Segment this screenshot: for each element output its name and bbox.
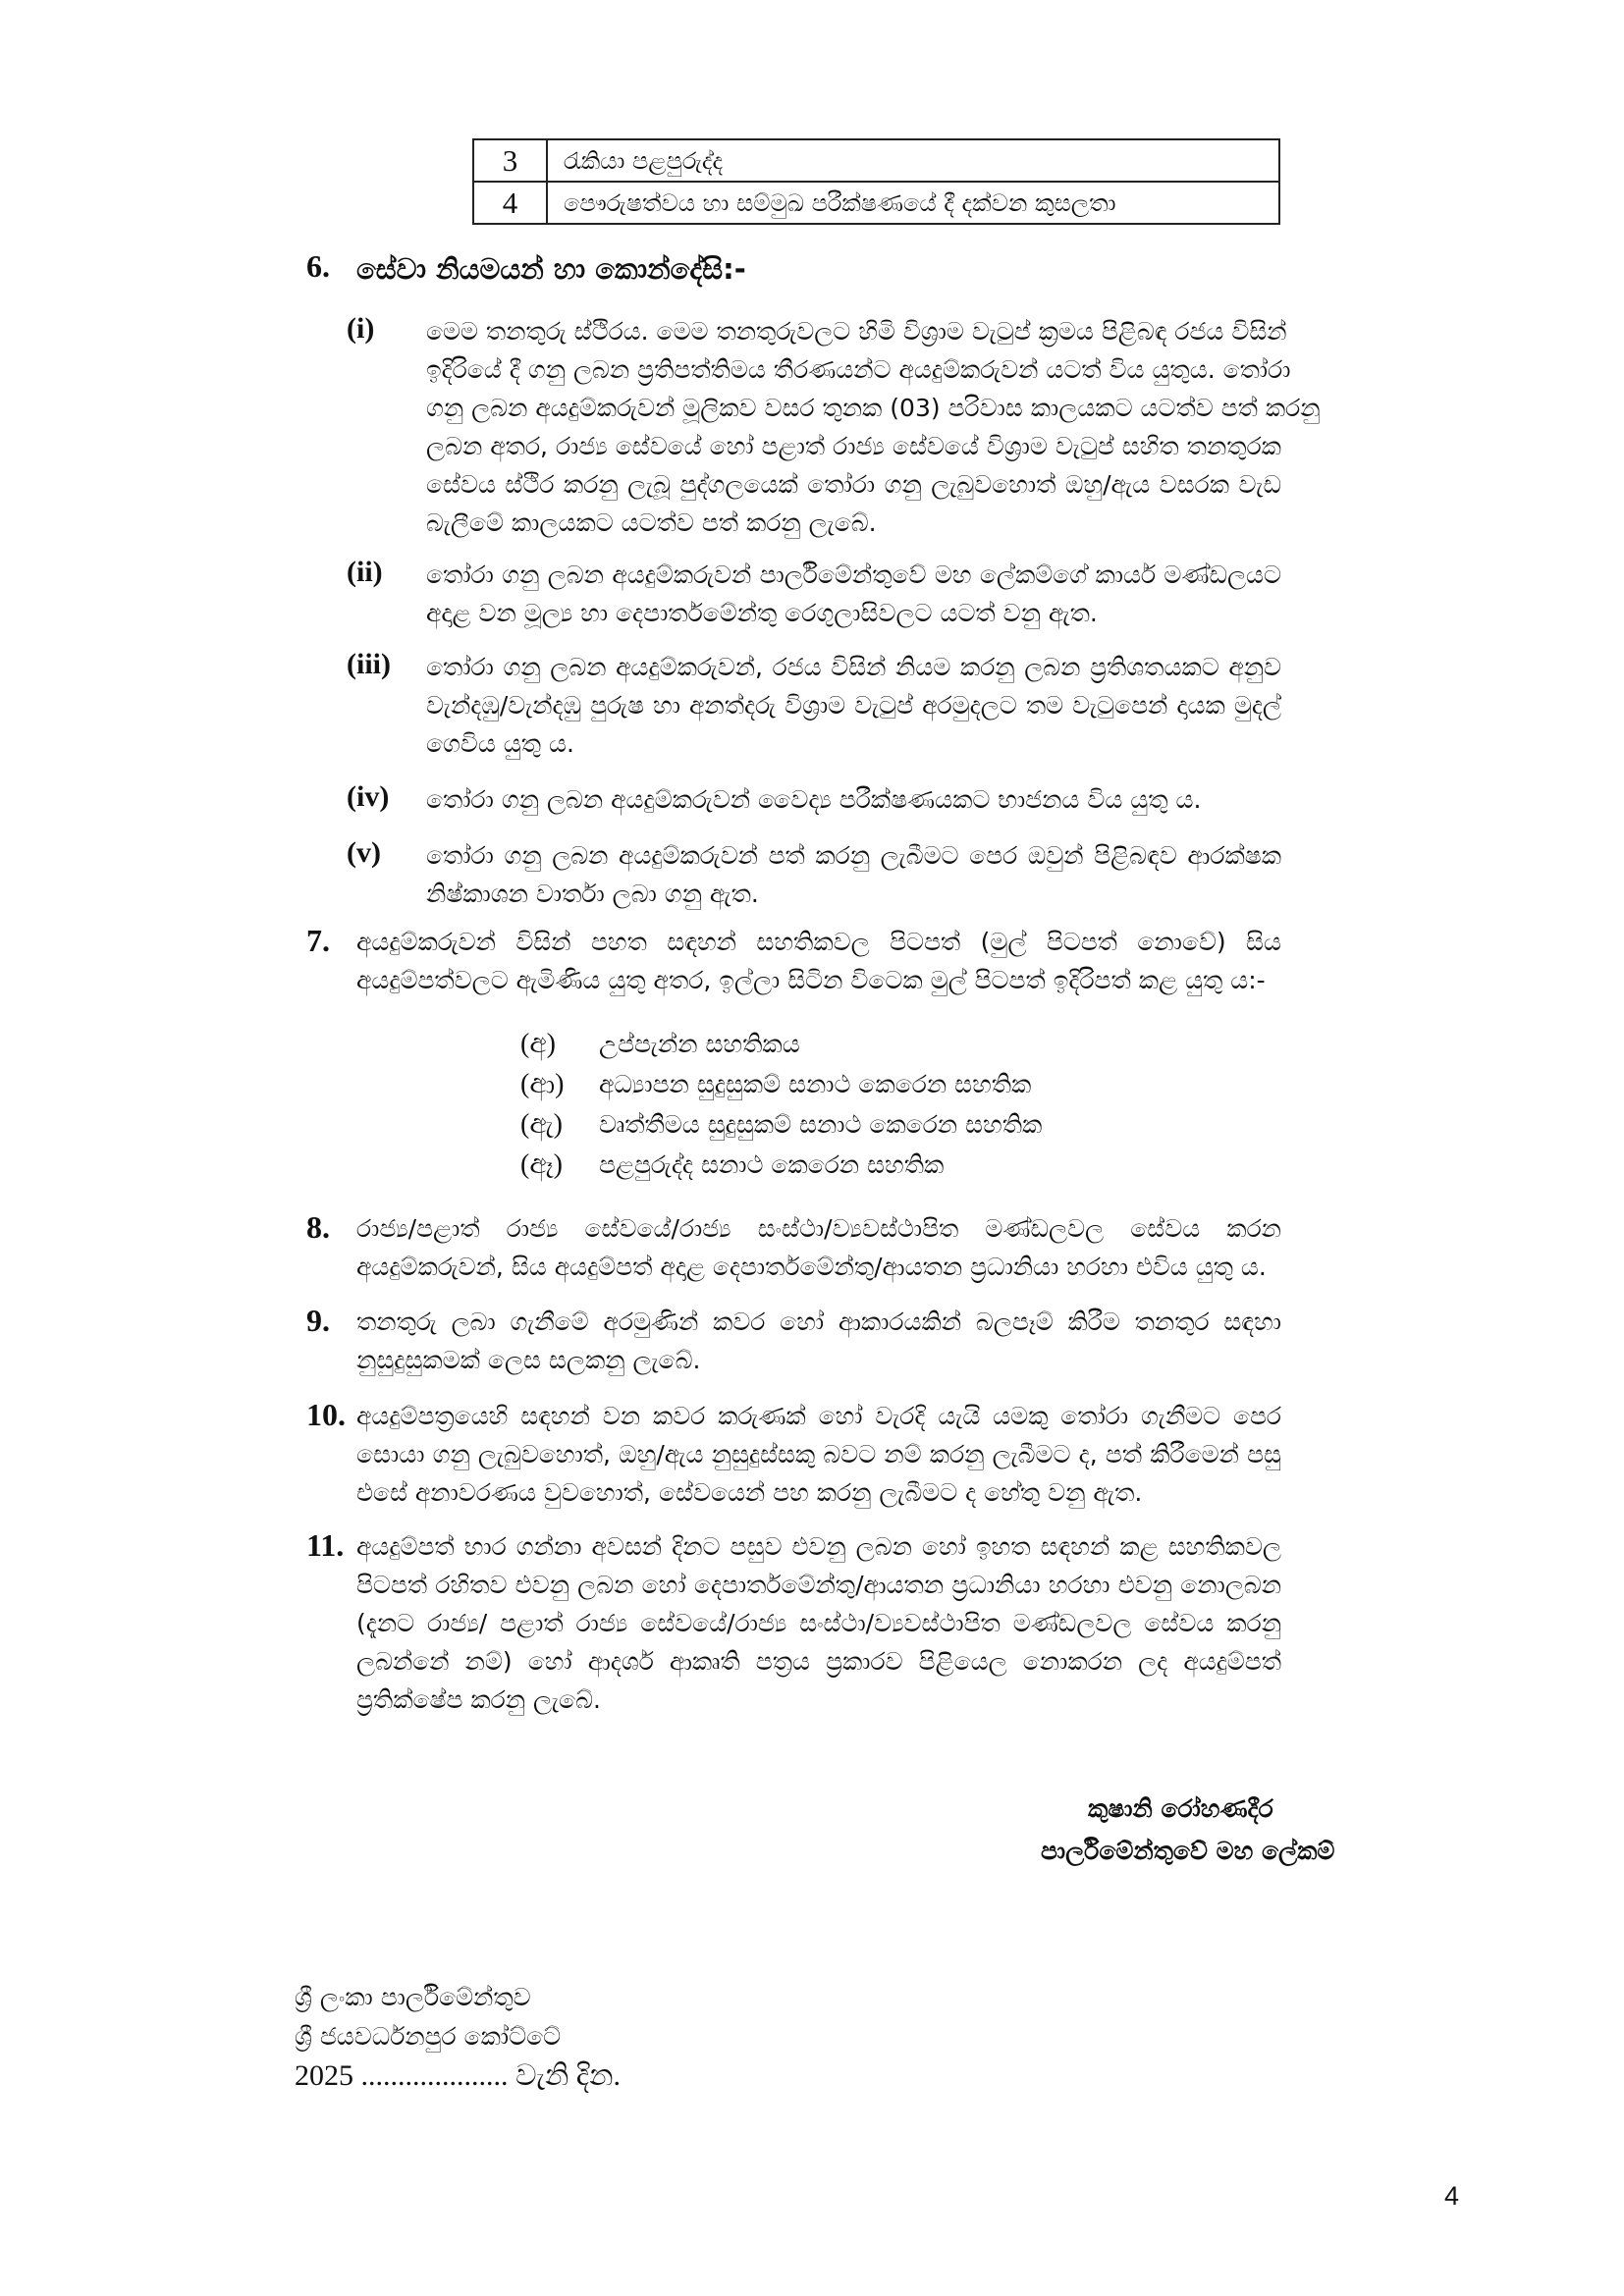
section-9-number: 9.	[306, 1303, 330, 1338]
list-item-text: වෘත්තීමය සුදුසුකම් සනාථ කෙරෙන සහතික	[599, 1110, 1043, 1139]
text-line: අයදුම්කරුවන්, සිය අයදුම්පත් අදාළ දෙපාර්තමේන්තු/ආයතන ප්‍රධානියා හරහා එවිය යුතු ය.	[356, 1253, 1267, 1281]
text-line: බැලීමේ කාලයකට යටත්ව පත් කරනු ලැබේ.	[426, 508, 877, 537]
section-8-number: 8.	[306, 1209, 330, 1245]
section-6-item-ii	[426, 556, 1281, 632]
table-cell-text: පෞරුෂත්වය හා සම්මුඛ පරීක්ෂණයේ දී දක්වන කුසලතා	[547, 182, 1279, 224]
address-line-2: ශ්‍රී ජයවර්ධනපුර කෝට්ටේ	[295, 2022, 562, 2051]
signatory-name: කුෂානි රෝහණදීර	[1088, 1794, 1273, 1823]
list-item	[520, 1029, 800, 1060]
section-6-item-iv	[426, 780, 1281, 819]
text-line: ලබන්නේ නම්) හෝ ආදර්ශ ආකෘති පත්‍රය ප්‍රකාරව පිළියෙල නොකරන ලද අයදුම්පත්	[356, 1647, 1281, 1676]
text-line: තෝරා ගනු ලබන අයදුම්කරුවන්, රජය විසින් නියම කරනු ලබන ප්‍රතිශතයකට අනුව	[426, 653, 1281, 681]
table-row	[473, 182, 1279, 224]
text-line: නුසුදුසුකමක් ලෙස සලකනු ලැබේ.	[356, 1346, 701, 1374]
list-item	[520, 1069, 1031, 1100]
text-line: සේවය ස්ථිර කරනු ලැබූ පුද්ගලයෙක් තෝරා ගනු ලැබුවහොත් ඔහු/ඇය වසරක වැඩ	[426, 470, 1281, 499]
section-7-text	[356, 923, 1281, 999]
page-number: 4	[1444, 2181, 1460, 2211]
text-line: පිටපත් රහිතව එවනු ලබන හෝ දෙපාර්තමේන්තු/ආයතන ප්‍රධානියා හරහා එවනු නොලබන	[356, 1571, 1281, 1599]
section-8-text	[356, 1209, 1281, 1286]
list-item	[520, 1109, 1042, 1141]
text-line: අයදුම්පත්වලට ඇමිණිය යුතු අතර, ඉල්ලා සිටින විටෙක මුල් පිටපත් ඉදිරිපත් කළ යුතු ය:-	[356, 966, 1266, 994]
section-7-number: 7.	[306, 923, 330, 958]
text-line: අයදුම්කරුවන් විසින් පහත සඳහන් සහතිකවල පිටපත් (මුල් පිටපත් නොවේ) සිය	[356, 928, 1281, 956]
criteria-table	[472, 138, 1280, 225]
text-line: ගනු ලබන අයදුම්කරුවන් මූලිකව වසර තුනක (03) පරිවාස කාලයකට යටත්ව පත් කරනු	[426, 394, 1321, 422]
list-item-text: උප්පැන්න සහතිකය	[599, 1030, 800, 1058]
list-item-label: (ඈ)	[520, 1149, 563, 1180]
text-line: එසේ අනාවරණය වුවහොත්, සේවයෙන් පහ කරනු ලැබීමට ද හේතු වනු ඇත.	[356, 1478, 1143, 1507]
item-label: (iii)	[347, 648, 391, 680]
section-6-item-i	[426, 312, 1321, 542]
section-11-text	[356, 1527, 1281, 1719]
text-line: තනතුරු ලබා ගැනීමේ අරමුණින් කවර හෝ ආකාරයකින් බලපෑම් කිරීම තනතුර සඳහා	[356, 1308, 1281, 1336]
text-line: අයදුම්පත්‍රයෙහි සඳහන් වන කවර කරුණක් හෝ වැරදි යැයි යමකු තෝරා ගැනීමට පෙර	[356, 1402, 1281, 1430]
table-cell-text: රැකියා පළපුරුද්ද	[547, 139, 1279, 182]
signatory-title: පාර්ලිමේන්තුවේ මහ ලේකම්	[1041, 1837, 1335, 1865]
item-label: (v)	[347, 836, 381, 869]
list-item-text: අධ්‍යාපන සුදුසුකම් සනාථ කෙරෙන සහතික	[599, 1070, 1032, 1098]
text-line: ඉදිරියේ දී ගනු ලබන ප්‍රතිපත්තිමය තීරණයන්ට අයදුම්කරුවන් යටත් විය යුතුය. තෝරා	[426, 355, 1291, 384]
list-item-label: (අ)	[520, 1029, 556, 1059]
text-line: සොයා ගනු ලැබුවහොත්, ඔහු/ඇය නුසුදුස්සකු බවට නම් කරනු ලැබීමට ද, පත් කිරීමෙන් පසු	[356, 1440, 1281, 1468]
table-cell-number: 3	[473, 139, 547, 182]
list-item-label: (ඇ)	[520, 1109, 563, 1140]
section-6-number: 6.	[306, 248, 330, 284]
address-line-1: ශ්‍රී ලංකා පාර්ලිමේන්තුව	[295, 1983, 531, 2011]
text-line: තෝරා ගනු ලබන අයදුම්කරුවන් පත් කරනු ලැබීමට පෙර ඔවුන් පිළිබඳව ආරක්ෂක	[426, 841, 1281, 870]
list-item	[520, 1149, 944, 1181]
text-line: නිෂ්කාශන වාර්තා ලබා ගනු ඇත.	[426, 880, 759, 908]
section-10-text	[356, 1397, 1281, 1512]
text-line: වැන්දඹු/වැන්දඹු පුරුෂ හා අනත්දරු විශ්‍රාම වැටුප් අරමුදලට තම වැටුපෙන් දායක මුදල්	[426, 691, 1281, 720]
list-item-label: (ආ)	[520, 1069, 565, 1099]
item-label: (ii)	[347, 556, 383, 588]
text-line: ලබන අතර, රාජ්‍ය සේවයේ හෝ පළාත් රාජ්‍ය සේවයේ විශ්‍රාම වැටුප් සහිත තනතුරක	[426, 432, 1281, 460]
section-6-item-iii	[426, 648, 1281, 763]
text-line: අදාළ වන මූල්‍ය හා දෙපාර්තමේන්තු රෙගුලාසිවලට යටත් වනු ඇත.	[426, 599, 1098, 627]
item-label: (i)	[347, 312, 375, 345]
text-line: තෝරා ගනු ලබන අයදුම්කරුවන් වෛද්‍ය පරීක්ෂණයකට භාජනය විය යුතු ය.	[426, 785, 1202, 814]
section-11-number: 11.	[306, 1527, 345, 1563]
item-label: (iv)	[347, 780, 390, 813]
text-line: මෙම තනතුරු ස්ථිරය. මෙම තනතුරුවලට හිමි විශ්‍රාම වැටුප් ක්‍රමය පිළිබඳ රජය විසින්	[426, 317, 1287, 346]
section-10-number: 10.	[306, 1397, 346, 1432]
list-item-text: පළපුරුද්ද සනාථ කෙරෙන සහතික	[599, 1150, 945, 1179]
table-row	[473, 139, 1279, 182]
text-line: ගෙවිය යුතු ය.	[426, 729, 574, 758]
table-cell-number: 4	[473, 182, 547, 224]
text-line: (දැනට රාජ්‍ය/ පළාත් රාජ්‍ය සේවයේ/රාජ්‍ය සංස්ථා/ව්‍යවස්ථාපිත මණ්ඩලවල සේවය කරනු	[356, 1609, 1281, 1637]
text-line: අයදුම්පත් භාර ගන්නා අවසන් දිනට පසුව එවනු ලබන හෝ ඉහත සඳහන් කළ සහතිකවල	[356, 1532, 1281, 1561]
text-line: රාජ්‍ය/පළාත් රාජ්‍ය සේවයේ/රාජ්‍ය සංස්ථා/ව්‍යවස්ථාපිත මණ්ඩලවල සේවය කරන	[356, 1214, 1281, 1243]
section-9-text	[356, 1303, 1281, 1379]
section-6-title: සේවා නියමයන් හා කොන්දේසි:-	[356, 252, 746, 286]
date-line: 2025 .................... වැනි දින.	[295, 2059, 621, 2092]
section-6-item-v	[426, 836, 1281, 913]
text-line: තෝරා ගනු ලබන අයදුම්කරුවන් පාර්ලිමේන්තුවේ මහ ලේකම්ගේ කාර්ය මණ්ඩලයට	[426, 561, 1281, 589]
text-line: ප්‍රතික්ෂේප කරනු ලැබේ.	[356, 1685, 601, 1714]
